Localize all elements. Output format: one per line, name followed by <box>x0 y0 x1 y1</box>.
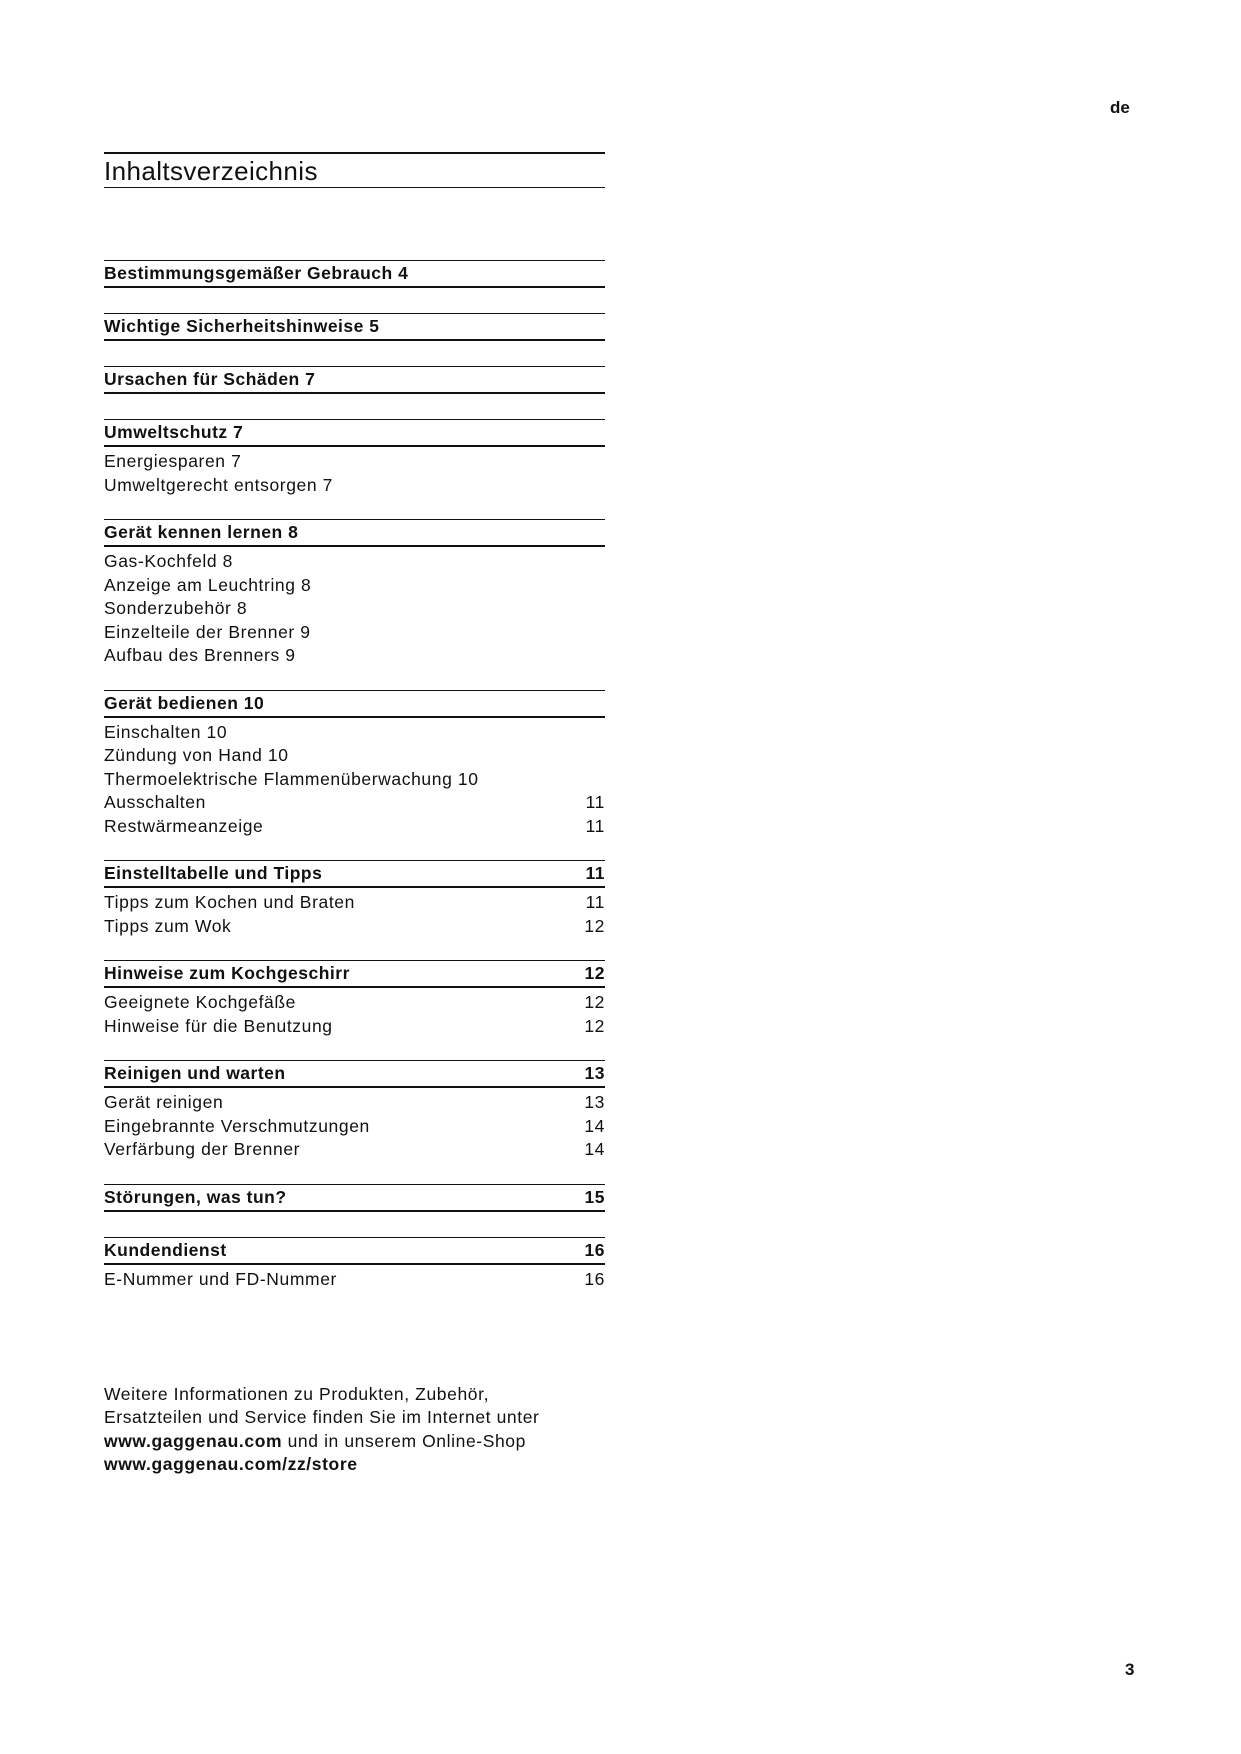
toc-subsection-list <box>104 1088 605 1162</box>
toc-section-page: 16 <box>584 1239 605 1260</box>
toc-subsection-page: 12 <box>584 992 605 1012</box>
toc-section-title: Einstelltabelle und Tipps <box>104 863 323 883</box>
toc-subsection-entry[interactable] <box>104 1015 605 1039</box>
toc-subsection-entry[interactable] <box>104 744 605 768</box>
toc-subsection-title: Thermoelektrische Flammenüberwachung 10 <box>104 768 479 789</box>
toc-section <box>104 366 605 394</box>
toc-section-heading[interactable] <box>104 260 605 288</box>
toc-section-title: Kundendienst <box>104 1239 227 1260</box>
language-code: de <box>1110 98 1130 117</box>
toc-section-title: Hinweise zum Kochgeschirr <box>104 963 350 983</box>
toc-subsection-title: Ausschalten <box>104 792 206 812</box>
toc-subsection-list <box>104 547 605 668</box>
toc-subsection-entry[interactable] <box>104 474 605 498</box>
toc-subsection-page: 11 <box>585 815 605 836</box>
toc-subsection-list <box>104 988 605 1038</box>
toc-section-heading[interactable] <box>104 419 605 447</box>
toc-subsection-title: Umweltgerecht entsorgen 7 <box>104 474 333 495</box>
info-line-3-rest: und in unserem Online-Shop <box>282 1430 526 1451</box>
toc-section-title: Gerät kennen lernen 8 <box>104 522 299 542</box>
toc-subsection-entry[interactable] <box>104 644 605 668</box>
toc-subsection-entry[interactable] <box>104 1138 605 1162</box>
toc-section <box>104 860 605 938</box>
website-link[interactable]: www.gaggenau.com <box>104 1430 283 1451</box>
toc-subsection-title: Geeignete Kochgefäße <box>104 992 296 1012</box>
toc-subsection-entry[interactable] <box>104 550 605 574</box>
toc-subsection-entry[interactable] <box>104 597 605 621</box>
table-of-contents <box>104 152 605 1291</box>
toc-subsection-title: E-Nummer und FD-Nummer <box>104 1268 337 1289</box>
toc-section <box>104 1184 605 1212</box>
toc-section-page: 15 <box>584 1186 605 1207</box>
toc-subsection-entry[interactable] <box>104 891 605 915</box>
toc-section-heading[interactable] <box>104 1237 605 1265</box>
toc-section <box>104 419 605 497</box>
toc-subsection-entry[interactable] <box>104 791 605 815</box>
toc-subsection-list <box>104 1265 605 1292</box>
toc-section-page: 11 <box>585 863 605 883</box>
toc-subsection-entry[interactable] <box>104 574 605 598</box>
toc-subsection-title: Gerät reinigen <box>104 1092 224 1112</box>
toc-subsection-title: Verfärbung der Brenner <box>104 1139 301 1159</box>
toc-subsection-title: Sonderzubehör 8 <box>104 598 248 618</box>
toc-section <box>104 313 605 341</box>
toc-subsection-title: Tipps zum Kochen und Braten <box>104 892 355 912</box>
toc-section-heading[interactable] <box>104 519 605 547</box>
toc-subsection-page: 11 <box>585 892 605 912</box>
toc-subsection-page: 12 <box>584 915 605 936</box>
toc-section <box>104 960 605 1038</box>
toc-section-heading[interactable] <box>104 313 605 341</box>
toc-section-title: Störungen, was tun? <box>104 1186 287 1207</box>
toc-section-heading[interactable] <box>104 860 605 888</box>
toc-subsection-entry[interactable] <box>104 1115 605 1139</box>
info-line-1: Weitere Informationen zu Produkten, Zubehör, <box>104 1384 490 1404</box>
toc-section-page: 13 <box>584 1063 605 1083</box>
toc-section-title: Umweltschutz 7 <box>104 422 244 442</box>
toc-subsection-page: 14 <box>584 1115 605 1136</box>
toc-subsection-page: 16 <box>584 1268 605 1289</box>
toc-subsection-entry[interactable] <box>104 815 605 839</box>
toc-subsection-page: 11 <box>585 792 605 812</box>
toc-subsection-entry[interactable] <box>104 991 605 1015</box>
toc-subsection-title: Energiesparen 7 <box>104 451 242 471</box>
info-line-3 <box>104 1430 624 1453</box>
page-number: 3 <box>1125 1660 1135 1679</box>
store-link[interactable]: www.gaggenau.com/zz/store <box>104 1453 358 1474</box>
toc-section-heading[interactable] <box>104 1060 605 1088</box>
further-info <box>104 1383 624 1476</box>
toc-section-title: Wichtige Sicherheitshinweise 5 <box>104 316 380 336</box>
toc-subsection-title: Anzeige am Leuchtring 8 <box>104 574 312 595</box>
toc-subsection-page: 12 <box>584 1015 605 1036</box>
toc-section-heading[interactable] <box>104 690 605 718</box>
toc-section-heading[interactable] <box>104 960 605 988</box>
toc-subsection-entry[interactable] <box>104 450 605 474</box>
toc-subsection-list <box>104 888 605 938</box>
toc-section <box>104 260 605 288</box>
toc-section-page: 12 <box>584 963 605 983</box>
toc-subsection-title: Zündung von Hand 10 <box>104 745 289 765</box>
toc-section <box>104 1060 605 1162</box>
toc-subsection-entry[interactable] <box>104 621 605 645</box>
toc-subsection-title: Gas-Kochfeld 8 <box>104 551 234 571</box>
toc-subsection-entry[interactable] <box>104 1268 605 1292</box>
toc-subsection-title: Einzelteile der Brenner 9 <box>104 621 311 642</box>
toc-subsection-entry[interactable] <box>104 768 605 792</box>
toc-subsection-title: Tipps zum Wok <box>104 915 232 936</box>
page-title: Inhaltsverzeichnis <box>104 152 605 188</box>
toc-section-title: Gerät bedienen 10 <box>104 692 265 713</box>
toc-subsection-page: 13 <box>584 1092 605 1112</box>
toc-section-heading[interactable] <box>104 1184 605 1212</box>
toc-subsection-list <box>104 718 605 839</box>
toc-subsection-entry[interactable] <box>104 915 605 939</box>
toc-section <box>104 690 605 839</box>
toc-subsection-title: Einschalten 10 <box>104 721 228 742</box>
toc-subsection-title: Hinweise für die Benutzung <box>104 1015 333 1036</box>
toc-section <box>104 519 605 668</box>
toc-subsection-title: Eingebrannte Verschmutzungen <box>104 1115 370 1136</box>
toc-section-title: Bestimmungsgemäßer Gebrauch 4 <box>104 263 409 283</box>
toc-section-list <box>104 260 605 1291</box>
toc-section <box>104 1237 605 1292</box>
info-line-2: Ersatzteilen und Service finden Sie im Internet unter <box>104 1407 540 1428</box>
toc-subsection-entry[interactable] <box>104 1091 605 1115</box>
toc-subsection-title: Restwärmeanzeige <box>104 815 264 836</box>
toc-section-heading[interactable] <box>104 366 605 394</box>
toc-subsection-page: 14 <box>584 1139 605 1159</box>
toc-subsection-title: Aufbau des Brenners 9 <box>104 645 296 665</box>
toc-subsection-entry[interactable] <box>104 721 605 745</box>
toc-subsection-list <box>104 447 605 497</box>
toc-section-title: Ursachen für Schäden 7 <box>104 369 316 389</box>
toc-section-title: Reinigen und warten <box>104 1063 286 1083</box>
